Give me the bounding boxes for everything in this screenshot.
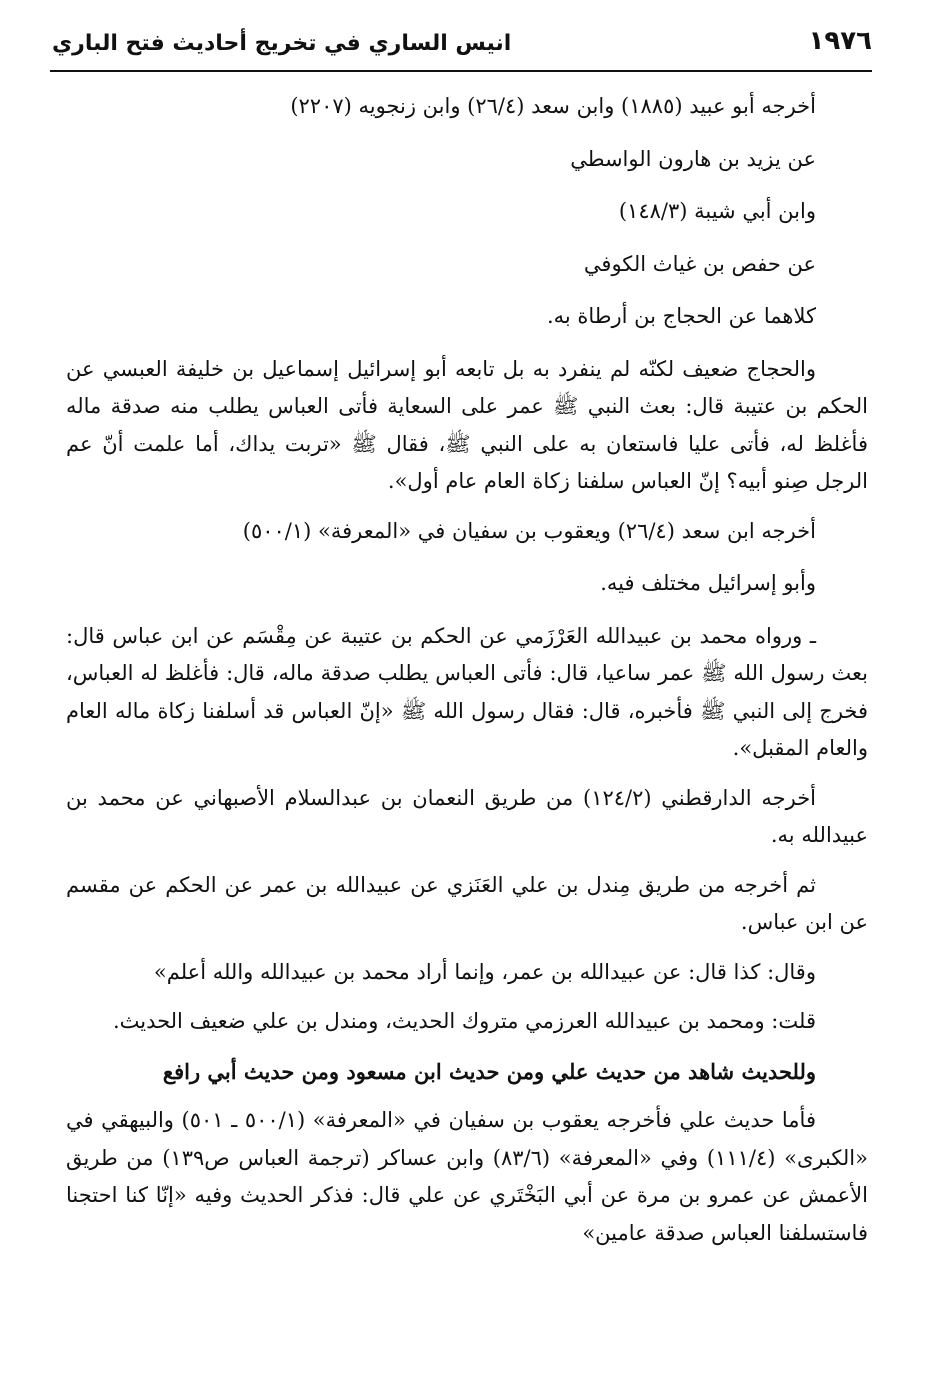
section-heading: وللحديث شاهد من حديث علي ومن حديث ابن مسعود ومن حديث أبي رافع	[162, 1058, 816, 1084]
running-title: انيس الساري في تخريج أحاديث فتح الباري	[52, 31, 512, 56]
paragraph: ـ ورواه محمد بن عبيدالله العَرْزَمي عن الحكم بن عتيبة عن مِقْسَم عن ابن عباس قال: بعث رسول الله ﷺ عمر ساعيا، قال: فأتى العباس يطلب صدقة ماله، قال: فأغلظ له العباس، فخرج إلى النبي ﷺ فأخبره، قال: فقال رسول الله ﷺ «إنّ العباس قد أسلفنا زكاة ماله العام والعام المقبل».	[66, 623, 868, 760]
page-body	[66, 88, 868, 1264]
paragraph: عن حفص بن غياث الكوفي	[583, 251, 816, 276]
paragraph: عن يزيد بن هارون الواسطي	[570, 146, 816, 171]
paragraph: وابن أبي شيبة (١٤٨/٣)	[618, 199, 816, 223]
header-divider	[50, 70, 872, 72]
paragraph: والحجاج ضعيف لكنّه لم ينفرد به بل تابعه أبو إسرائيل إسماعيل بن خليفة العبسي عن الحكم بن عتيبة قال: بعث النبي ﷺ عمر على السعاية فأتى العباس يطلب منه صدقة ماله فأغلظ له، فأتى عليا فاستعان به على النبي ﷺ، فقال ﷺ «تربت يداك، أما علمت أنّ عم الرجل صِنو أبيه؟ إنّ العباس سلفنا زكاة العام عام أول».	[66, 356, 868, 493]
paragraph: وأبو إسرائيل مختلف فيه.	[600, 571, 816, 595]
paragraph: قلت: ومحمد بن عبيدالله العرزمي متروك الحديث، ومندل بن علي ضعيف الحديث.	[112, 1009, 816, 1033]
paragraph: أخرجه الدارقطني (١٢٤/٢) من طريق النعمان بن عبدالسلام الأصبهاني عن محمد بن عبيدالله به.	[66, 785, 868, 847]
page-number: ١٩٧٦	[808, 26, 872, 56]
paragraph: أخرجه ابن سعد (٢٦/٤) ويعقوب بن سفيان في «المعرفة» (٥٠٠/١)	[242, 518, 816, 543]
paragraph: وقال: كذا قال: عن عبيدالله بن عمر، وإنما أراد محمد بن عبيدالله والله أعلم»	[153, 959, 816, 984]
paragraph: كلاهما عن الحجاج بن أرطاة به.	[546, 304, 816, 328]
paragraph: أخرجه أبو عبيد (١٨٨٥) وابن سعد (٢٦/٤) وابن زنجويه (٢٢٠٧)	[290, 94, 816, 118]
paragraph: فأما حديث علي فأخرجه يعقوب بن سفيان في «المعرفة» (٥٠٠/١ ـ ٥٠١) والبيهقي في «الكبرى» (١١١/٤) وفي «المعرفة» (٨٣/٦) وابن عساكر (ترجمة العباس ص١٣٩) من طريق الأعمش عن عمرو بن مرة عن أبي البَخْتَري عن علي قال: فذكر الحديث وفيه «إنّا كنا احتجنا فاستسلفنا العباس صدقة عامين»	[66, 1108, 868, 1245]
paragraph: ثم أخرجه من طريق مِندل بن علي العَنَزي عن عبيدالله بن عمر عن الحكم عن مقسم عن ابن عباس.	[66, 872, 868, 934]
page-header	[52, 26, 872, 56]
